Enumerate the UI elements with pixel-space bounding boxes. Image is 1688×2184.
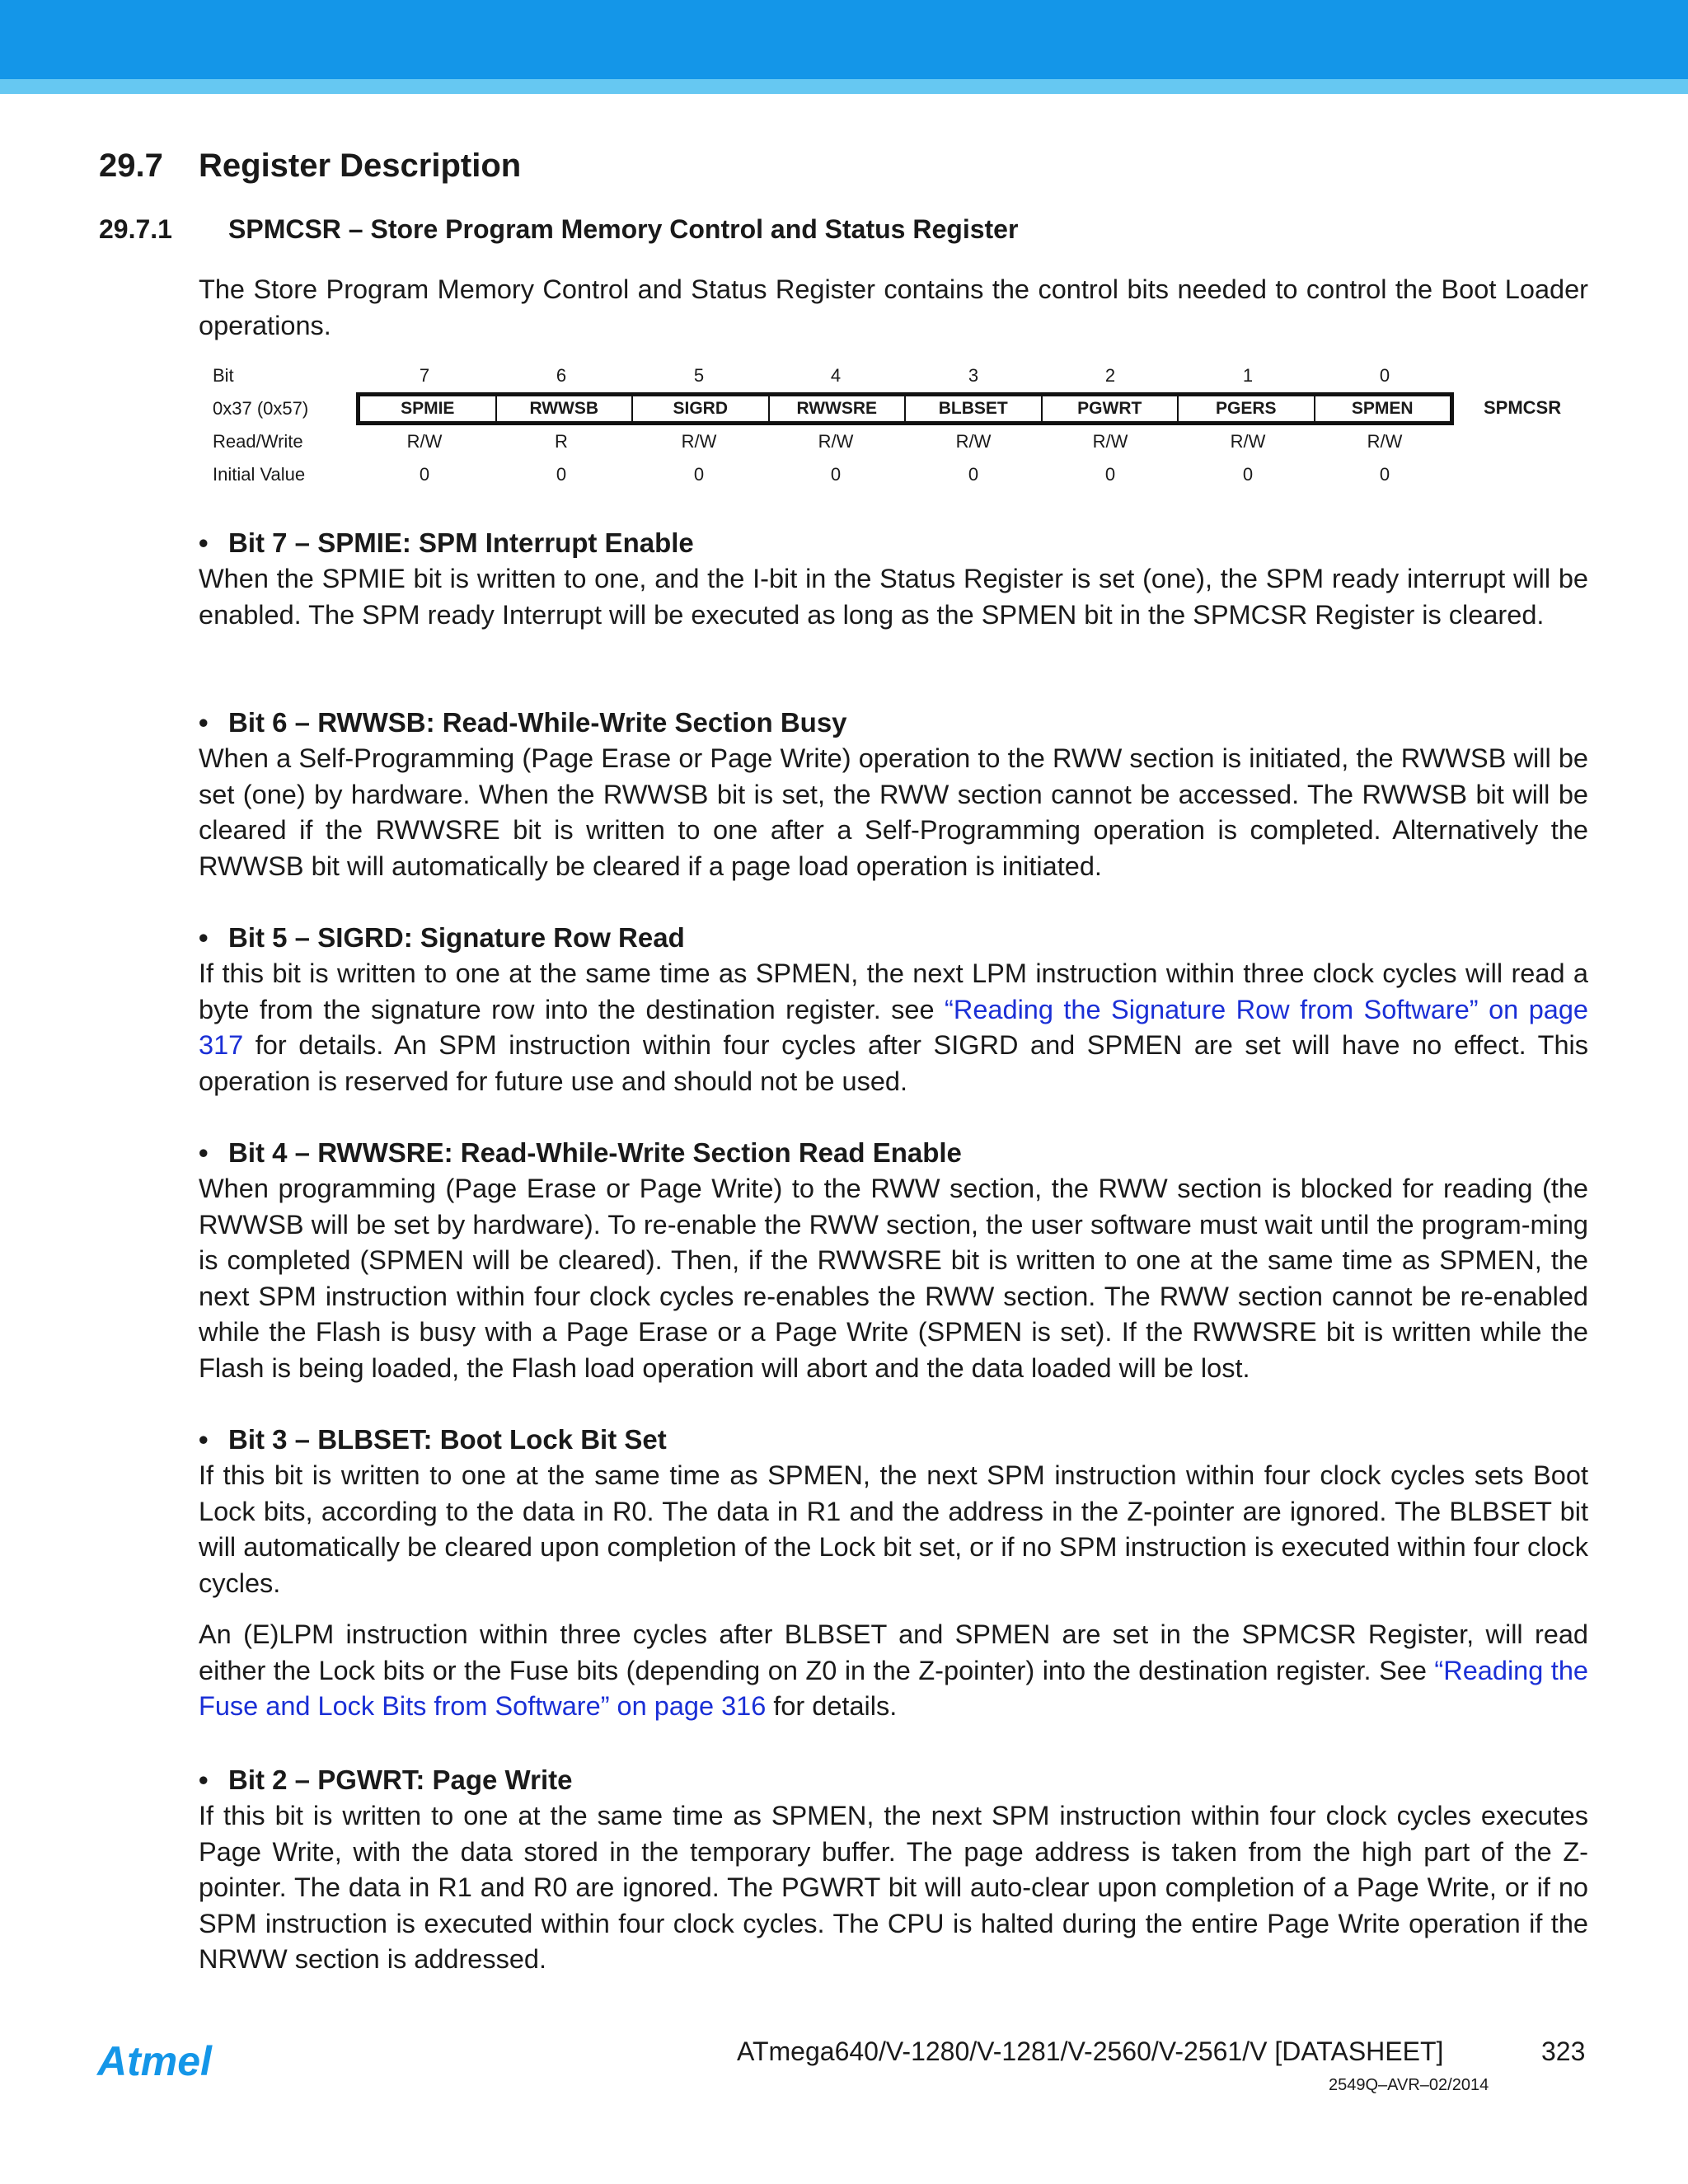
section-number: 29.7: [99, 148, 163, 184]
row-label-initial: Initial Value: [213, 464, 306, 485]
initial-value: 0: [1104, 464, 1116, 485]
row-label-bit: Bit: [213, 365, 234, 386]
bit3-section: [199, 1422, 1588, 1725]
bit2-paragraph: If this bit is written to one at the same time as SPMEN, the next SPM instruction within four clock cycles executes Page Write, with the data stored in the temporary buffer. The page address is taken from the high part of the Z-pointer. The data in R1 and R0 are ignored. The PGWRT bit will auto-clear upon completion of a Page Write, or if no SPM instruction is executed within four clock cycles. The CPU is halted during the entire Page Write operation if the NRWW section is addressed.: [199, 1801, 1588, 1974]
rw-value: R/W: [955, 431, 992, 452]
footer-document-title: ATmega640/V-1280/V-1281/V-2560/V-2561/V [DATASHEET]: [737, 2036, 1444, 2066]
header-stripe: [0, 79, 1688, 94]
subsection-number: 29.7.1: [99, 214, 172, 244]
bit7-section: [199, 525, 1588, 633]
rw-value: R/W: [818, 431, 854, 452]
initial-value: 0: [1242, 464, 1254, 485]
register-bit-fields: [356, 392, 1454, 425]
bit6-heading: • Bit 6 – RWWSB: Read-While-Write Section Busy: [199, 705, 1588, 741]
initial-value: 0: [968, 464, 979, 485]
bit-field-name: PGERS: [1177, 396, 1314, 421]
bullet-icon: •: [199, 527, 209, 558]
intro-block: [199, 272, 1588, 344]
bit4-heading: • Bit 4 – RWWSRE: Read-While-Write Section Read Enable: [199, 1135, 1588, 1171]
bit7-paragraph: When the SPMIE bit is written to one, and the I-bit in the Status Register is set (one), the SPM ready interrupt will be enabled. The SPM ready Interrupt will be executed as long as the SPMEN bit in the SPMCSR Register is cleared.: [199, 564, 1588, 630]
intro-paragraph: The Store Program Memory Control and Status Register contains the control bits needed to control the Boot Loader operations.: [199, 274, 1588, 340]
bit-number: 7: [419, 365, 430, 386]
bit-number: 6: [556, 365, 567, 386]
bit-field-name: RWWSRE: [768, 396, 905, 421]
bit-number: 3: [968, 365, 979, 386]
bullet-icon: •: [199, 922, 209, 953]
atmel-logo: [96, 2037, 241, 2087]
row-label-rw: Read/Write: [213, 431, 303, 452]
initial-value: 0: [419, 464, 430, 485]
row-label-address: 0x37 (0x57): [213, 398, 309, 419]
bit-field-name: PGWRT: [1041, 396, 1178, 421]
bit-field-name: SPMIE: [401, 399, 455, 418]
bit-field-name: BLBSET: [904, 396, 1041, 421]
rw-value: R/W: [1367, 431, 1403, 452]
bit7-heading: • Bit 7 – SPMIE: SPM Interrupt Enable: [199, 525, 1588, 561]
bullet-icon: •: [199, 707, 209, 738]
rw-value: R/W: [681, 431, 717, 452]
initial-value: 0: [1379, 464, 1390, 485]
bit4-section: [199, 1135, 1588, 1386]
bit2-heading: • Bit 2 – PGWRT: Page Write: [199, 1762, 1588, 1798]
signature-row-link[interactable]: “Reading the Signature Row from Software” on page 317: [199, 994, 1588, 1060]
bullet-icon: •: [199, 1765, 209, 1795]
bit3-paragraph: If this bit is written to one at the same time as SPMEN, the next SPM instruction within four clock cycles sets Boot Lock bits, according to the data in R0. The data in R1 and the address in the Z-pointer are ignored. The BLBSET bit will automatically be cleared upon completion of the Lock bit set, or if no SPM instruction is executed within four clock cycles.: [199, 1460, 1588, 1598]
initial-value: 0: [693, 464, 705, 485]
bit-number: 1: [1242, 365, 1254, 386]
rw-value: R: [555, 431, 568, 452]
bit-field-name: SIGRD: [631, 396, 768, 421]
initial-value: 0: [830, 464, 842, 485]
bullet-icon: •: [199, 1424, 209, 1455]
bit6-section: [199, 705, 1588, 884]
bit4-paragraph: When programming (Page Erase or Page Write) to the RWW section, the RWW section is blocked for reading (the RWWSB will be set by hardware). To re-enable the RWW section, the user software must wait until the program-ming is completed (SPMEN will be cleared). Then, if the RWWSRE bit is written to one at the same time as SPMEN, the next SPM instruction within four clock cycles re-enables the RWW section. The RWW section cannot be re-enabled while the Flash is busy with a Page Erase or a Page Write (SPMEN is set). If the RWWSRE bit is written while the Flash is being loaded, the Flash load operation will abort and the data loaded will be lost.: [199, 1174, 1588, 1383]
bit5-section: [199, 920, 1588, 1099]
header-band: [0, 0, 1688, 79]
initial-value: 0: [556, 464, 567, 485]
bit-number: 0: [1379, 365, 1390, 386]
bit-field-name: RWWSB: [495, 396, 632, 421]
rw-value: R/W: [1230, 431, 1266, 452]
page-number: 323: [1541, 2036, 1586, 2066]
bit-number: 2: [1104, 365, 1116, 386]
bit5-paragraph: If this bit is written to one at the same time as SPMEN, the next LPM instruction within three clock cycles will read a byte from the signature row into the destination register. see “Reading the Signature Row from Software” on page 317 for details. An SPM instruction within four cycles after SIGRD and SPMEN are set will have no effect. This operation is reserved for future use and should not be used.: [199, 958, 1588, 1096]
bit3-paragraph-2: An (E)LPM instruction within three cycles after BLBSET and SPMEN are set in the SPMCSR Register, will read either the Lock bits or the Fuse bits (depending on Z0 in the Z-pointer) into the destination register. See “Reading the Fuse and Lock Bits from Software” on page 316 for details.: [199, 1619, 1588, 1721]
bit5-heading: • Bit 5 – SIGRD: Signature Row Read: [199, 920, 1588, 956]
bit-field-name: SPMEN: [1314, 396, 1451, 421]
bit2-section: [199, 1762, 1588, 1978]
fuse-lock-bits-link[interactable]: “Reading the Fuse and Lock Bits from Software” on page 316: [199, 1655, 1588, 1721]
bit3-heading: • Bit 3 – BLBSET: Boot Lock Bit Set: [199, 1422, 1588, 1458]
section-title: Register Description: [199, 148, 522, 184]
document-code: 2549Q–AVR–02/2014: [1329, 2076, 1489, 2094]
subsection-title: SPMCSR – Store Program Memory Control and Status Register: [228, 214, 1019, 244]
bit-number: 5: [693, 365, 705, 386]
bit-number: 4: [830, 365, 842, 386]
register-name: SPMCSR: [1484, 397, 1562, 418]
bullet-icon: •: [199, 1137, 209, 1168]
rw-value: R/W: [406, 431, 443, 452]
logo-text: Atmel: [97, 2038, 212, 2084]
rw-value: R/W: [1092, 431, 1128, 452]
bit6-paragraph: When a Self-Programming (Page Erase or Page Write) operation to the RWW section is initiated, the RWWSB will be set (one) by hardware. When the RWWSB bit is set, the RWW section cannot be accessed. The RWWSB bit will be cleared if the RWWSRE bit is written to one after a Self-Programming operation is completed. Alternatively the RWWSB bit will automatically be cleared if a page load operation is initiated.: [199, 743, 1588, 881]
